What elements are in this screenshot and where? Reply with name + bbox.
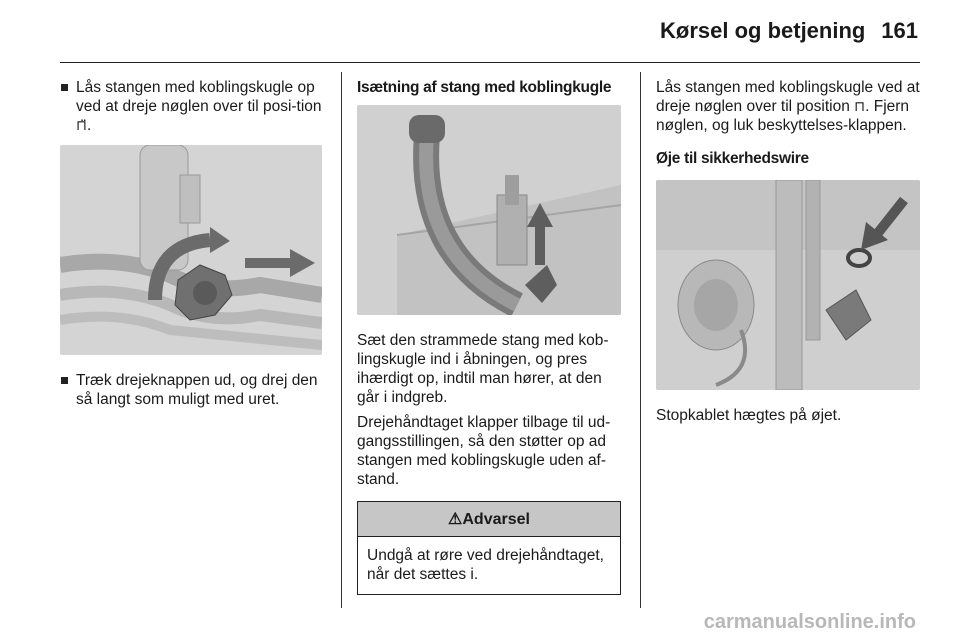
bullet-item: Lås stangen med koblingskugle op ved at dreje nøglen over til posi-tion ⊓̈. bbox=[60, 78, 324, 135]
figure-lock-knob bbox=[60, 145, 322, 355]
tow-bar-knob-illustration bbox=[60, 145, 322, 355]
bullet-text: Træk drejeknappen ud, og drej den så langt som muligt med uret. bbox=[76, 372, 318, 408]
bullet-item bbox=[60, 371, 324, 409]
safety-wire-eye-illustration bbox=[656, 180, 920, 390]
paragraph: Sæt den strammede stang med kob-lingskugle ind i åbningen, og pres ihærdigt op, indtil man hører, at den går i indgreb. bbox=[357, 332, 609, 406]
bullet-text: Lås stangen med koblingskugle op ved at dreje nøglen over til posi-tion bbox=[76, 79, 322, 115]
watermark: carmanualsonline.info bbox=[703, 611, 916, 633]
column-3 bbox=[656, 78, 920, 425]
tow-bar-insertion-illustration bbox=[357, 105, 621, 315]
lock-position-icon: ⊓̈ bbox=[76, 117, 87, 133]
column-divider-2 bbox=[640, 72, 641, 608]
column-2 bbox=[357, 78, 621, 595]
figure-safety-eye bbox=[656, 180, 920, 390]
warning-icon: ⚠ bbox=[448, 511, 463, 528]
warning-text: Undgå at røre ved drejehåndtaget, når det sættes i. bbox=[367, 547, 604, 583]
warning-title: Advarsel bbox=[462, 511, 530, 528]
paragraph-text: Lås stangen med koblingskugle ved at dreje nøglen over til position bbox=[656, 79, 920, 115]
bullet-square-icon bbox=[61, 84, 68, 91]
section-heading: Øje til sikkerhedswire bbox=[656, 150, 809, 167]
header-divider bbox=[60, 62, 920, 63]
figure-insert-bar bbox=[357, 105, 621, 315]
paragraph-text: Fjern nøglen, og luk beskyttelses-klappen. bbox=[656, 98, 910, 134]
warning-header bbox=[358, 502, 620, 537]
column-1 bbox=[60, 78, 324, 409]
warning-box bbox=[357, 501, 621, 595]
unlock-position-icon: ⊓ bbox=[854, 98, 866, 114]
bullet-square-icon bbox=[61, 377, 68, 384]
paragraph: Stopkablet hægtes på øjet. bbox=[656, 407, 842, 424]
section-heading: Isætning af stang med koblingkugle bbox=[357, 79, 612, 96]
page-number: 161 bbox=[881, 18, 918, 43]
column-divider-1 bbox=[341, 72, 342, 608]
page-title: Kørsel og betjening bbox=[660, 18, 866, 43]
paragraph: Drejehåndtaget klapper tilbage til ud-gangsstillingen, så den støtter op ad stangen med koblingskugle uden af-stand. bbox=[357, 414, 611, 488]
paragraph: Lås stangen med koblingskugle ved at dreje nøglen over til position ⊓. Fjern nøglen, og luk beskyttelses-klappen. bbox=[656, 79, 920, 134]
